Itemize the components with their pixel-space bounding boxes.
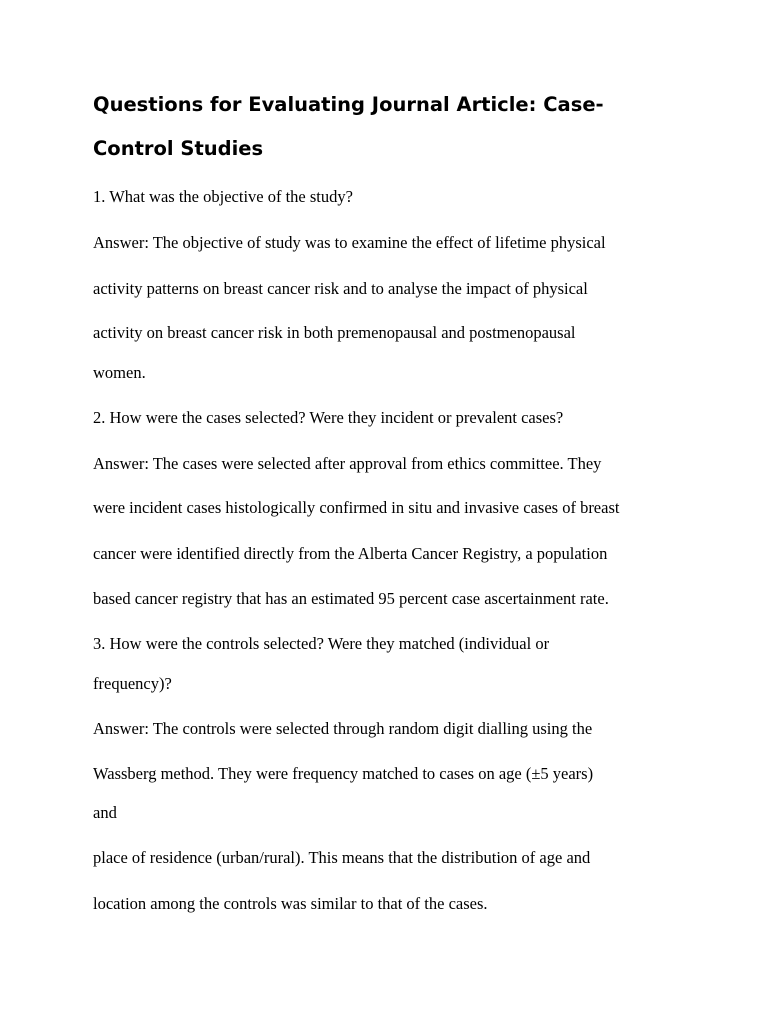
answer-1-line-2: activity patterns on breast cancer risk and to analyse the impact of physical [93,279,588,298]
document-title-line-1: Questions for Evaluating Journal Article: Case- [93,93,604,116]
question-2: 2. How were the cases selected? Were they incident or prevalent cases? [93,408,564,427]
answer-3-line-3: and [93,803,117,822]
document-title-line-2: Control Studies [93,137,264,160]
question-1: 1. What was the objective of the study? [93,187,353,206]
answer-2-line-1: Answer: The cases were selected after approval from ethics committee. They [93,454,602,473]
answer-3-line-5: location among the controls was similar to that of the cases. [93,894,488,913]
answer-1-line-3: activity on breast cancer risk in both premenopausal and postmenopausal [93,323,576,342]
answer-3-line-1: Answer: The controls were selected through random digit dialling using the [93,719,593,738]
answer-3-line-2: Wassberg method. They were frequency matched to cases on age (±5 years) [93,764,594,783]
answer-1-line-1: Answer: The objective of study was to examine the effect of lifetime physical [93,233,606,252]
answer-1-line-4: women. [93,363,146,382]
question-3-line-1: 3. How were the controls selected? Were they matched (individual or [93,634,550,653]
answer-2-line-2: were incident cases histologically confirmed in situ and invasive cases of breast [93,498,620,517]
answer-3-line-4: place of residence (urban/rural). This means that the distribution of age and [93,848,591,867]
answer-2-line-4: based cancer registry that has an estimated 95 percent case ascertainment rate. [93,589,609,608]
question-3-line-2: frequency)? [93,674,172,693]
answer-2-line-3: cancer were identified directly from the Alberta Cancer Registry, a population [93,544,608,563]
